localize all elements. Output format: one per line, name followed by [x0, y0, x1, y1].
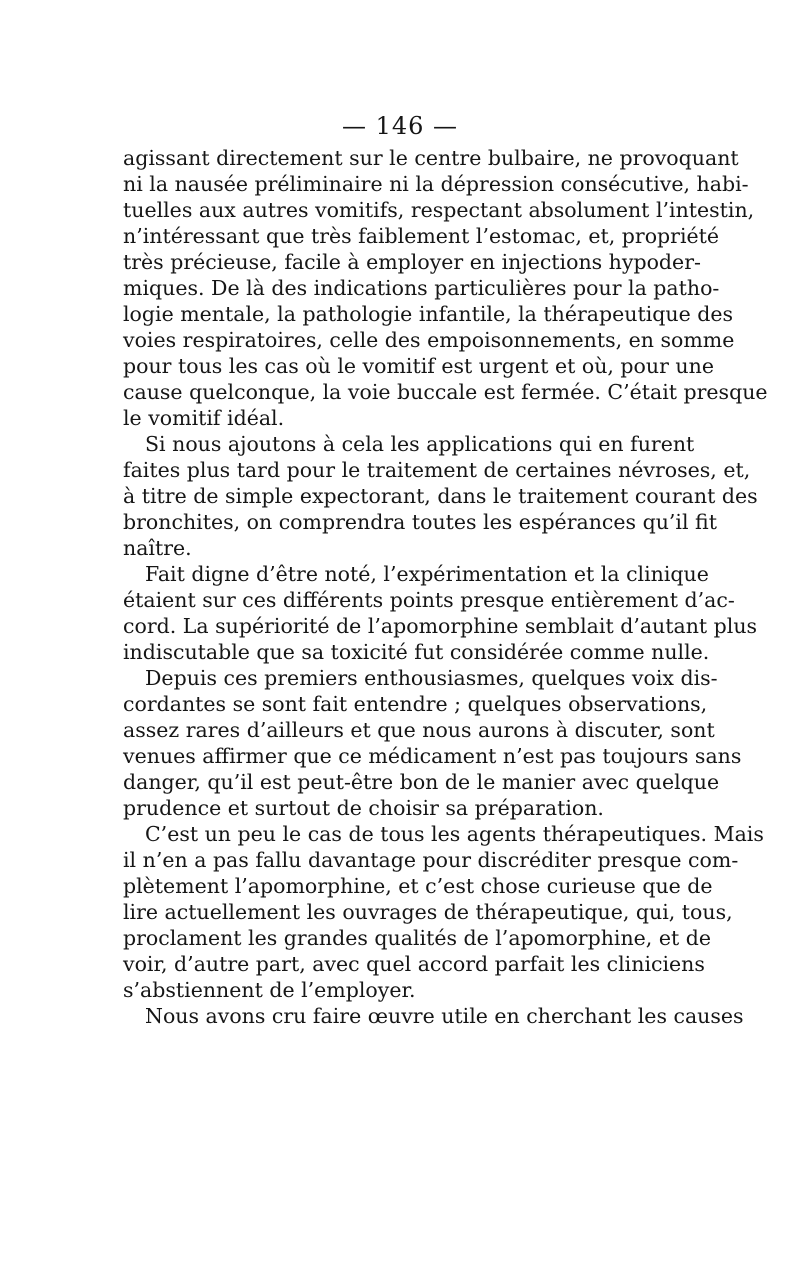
text-line: Fait digne d’être noté, l’expérimentation et la clinique — [145, 562, 709, 586]
text-line: C’est un peu le cas de tous les agents thérapeutiques. Mais — [145, 822, 764, 846]
paragraph — [123, 431, 758, 561]
text-line: Depuis ces premiers enthousiasmes, quelques voix dis- — [145, 666, 718, 690]
text-line: agissant directement sur le centre bulbaire, ne provoquant — [123, 146, 739, 170]
text-line: naître. — [123, 536, 192, 560]
text-line: assez rares d’ailleurs et que nous aurons à discuter, sont — [123, 718, 715, 742]
text-line: pour tous les cas où le vomitif est urgent et où, pour une — [123, 354, 714, 378]
text-line: voir, d’autre part, avec quel accord parfait les cliniciens — [123, 952, 705, 976]
paragraph — [123, 665, 742, 821]
body-text — [123, 145, 768, 1029]
text-line: lire actuellement les ouvrages de thérapeutique, qui, tous, — [123, 900, 733, 924]
text-line: tuelles aux autres vomitifs, respectant absolument l’intestin, — [123, 198, 755, 222]
text-line: danger, qu’il est peut-être bon de le manier avec quelque — [123, 770, 720, 794]
paragraph — [123, 1003, 744, 1029]
text-line: prudence et surtout de choisir sa préparation. — [123, 796, 604, 820]
paragraph — [123, 821, 764, 1003]
text-line: Si nous ajoutons à cela les applications qui en furent — [145, 432, 695, 456]
text-line: à titre de simple expectorant, dans le traitement courant des — [123, 484, 758, 508]
paragraph — [123, 561, 758, 665]
text-line: étaient sur ces différents points presque entièrement d’ac- — [123, 588, 735, 612]
text-line: Nous avons cru faire œuvre utile en cherchant les causes — [145, 1004, 744, 1028]
text-line: indiscutable que sa toxicité fut considérée comme nulle. — [123, 640, 710, 664]
text-line: le vomitif idéal. — [123, 406, 285, 430]
text-line: miques. De là des indications particulières pour la patho- — [123, 276, 720, 300]
text-line: venues affirmer que ce médicament n’est pas toujours sans — [123, 744, 742, 768]
text-line: logie mentale, la pathologie infantile, la thérapeutique des — [123, 302, 734, 326]
paragraph — [123, 145, 768, 431]
text-line: s’abstiennent de l’employer. — [123, 978, 416, 1002]
text-line: ni la nausée préliminaire ni la dépression consécutive, habi- — [123, 172, 749, 196]
text-line: plètement l’apomorphine, et c’est chose curieuse que de — [123, 874, 713, 898]
text-line: voies respiratoires, celle des empoisonnements, en somme — [123, 328, 735, 352]
text-line: très précieuse, facile à employer en injections hypoder- — [123, 250, 701, 274]
text-line: n’intéressant que très faiblement l’estomac, et, propriété — [123, 224, 720, 248]
text-line: bronchites, on comprendra toutes les espérances qu’il fit — [123, 510, 717, 534]
text-line: il n’en a pas fallu davantage pour discréditer presque com- — [123, 848, 739, 872]
text-line: cord. La supériorité de l’apomorphine semblait d’autant plus — [123, 614, 758, 638]
text-line: faites plus tard pour le traitement de certaines névroses, et, — [123, 458, 751, 482]
page-number: — 146 — — [341, 112, 459, 140]
text-line: cause quelconque, la voie buccale est fermée. C’était presque — [123, 380, 768, 404]
text-line: cordantes se sont fait entendre ; quelques observations, — [123, 692, 708, 716]
text-line: proclament les grandes qualités de l’apomorphine, et de — [123, 926, 711, 950]
